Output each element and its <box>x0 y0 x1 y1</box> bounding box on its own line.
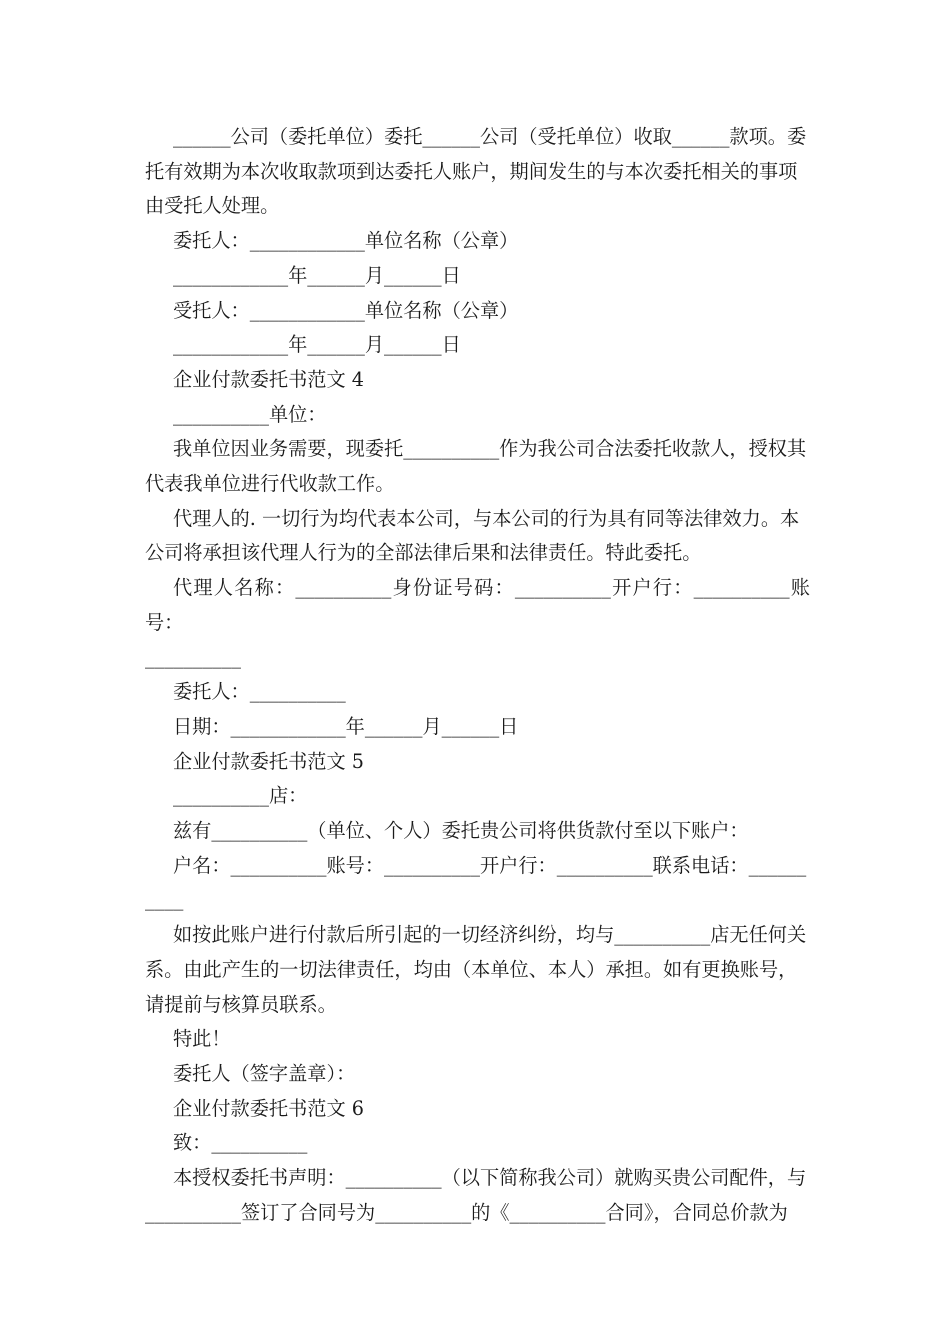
text-line: 我单位因业务需要，现委托__________作为我公司合法委托收款人，授权其 <box>173 437 807 461</box>
text-line: __________店： <box>173 784 308 808</box>
text-line: 请提前与核算员联系。 <box>145 992 337 1016</box>
section-heading: 企业付款委托书范文 4 <box>173 367 364 391</box>
text-line: 由受托人处理。 <box>145 194 280 218</box>
text-line: __________签订了合同号为__________的《__________合同》，合同总价款为 <box>145 1200 788 1224</box>
section-heading: 企业付款委托书范文 6 <box>173 1096 364 1120</box>
text-line: 公司将承担该代理人行为的全部法律后果和法律责任。特此委托。 <box>145 541 702 565</box>
text-line: 致：__________ <box>173 1131 308 1155</box>
text-line: 委托人：__________ <box>173 680 346 704</box>
text-line: __________ <box>145 645 241 669</box>
text-line: __________单位： <box>173 402 327 426</box>
text-line: 委托人（签字盖章）： <box>173 1061 356 1085</box>
text-line: 特此！ <box>173 1027 231 1051</box>
text-line: 代理人的. 一切行为均代表本公司，与本公司的行为具有同等法律效力。本 <box>173 506 800 530</box>
text-line: 代理人名称：__________身份证号码：__________开户行：__________账号： <box>145 576 810 634</box>
text-line: 委托人：____________单位名称（公章） <box>173 229 519 253</box>
document-body <box>145 120 810 1231</box>
text-line: 兹有__________（单位、个人）委托贵公司将供货款付至以下账户： <box>173 819 749 843</box>
text-line: ______公司（委托单位）委托______公司（受托单位）收取______款项。委 <box>173 125 807 148</box>
text-line: 受托人：____________单位名称（公章） <box>173 298 519 322</box>
text-line: ____________年______月______日 <box>173 263 461 287</box>
text-line: 本授权委托书声明：__________（以下简称我公司）就购买贵公司配件，与 <box>173 1166 807 1190</box>
text-line: 日期：____________年______月______日 <box>173 714 519 738</box>
section-heading: 企业付款委托书范文 5 <box>173 749 364 773</box>
text-line: ____ <box>145 888 184 912</box>
text-line: 如按此账户进行付款后所引起的一切经济纠纷，均与__________店无任何关 <box>173 923 807 947</box>
text-line: 系。由此产生的一切法律责任，均由（本单位、本人）承担。如有更换账号， <box>145 957 798 981</box>
text-line: 代表我单位进行代收款工作。 <box>145 472 395 496</box>
text-line: 户名：__________账号：__________开户行：__________联系电话：______ <box>173 853 807 877</box>
text-line: 托有效期为本次收取款项到达委托人账户，期间发生的与本次委托相关的事项 <box>145 159 798 183</box>
text-line: ____________年______月______日 <box>173 333 461 357</box>
